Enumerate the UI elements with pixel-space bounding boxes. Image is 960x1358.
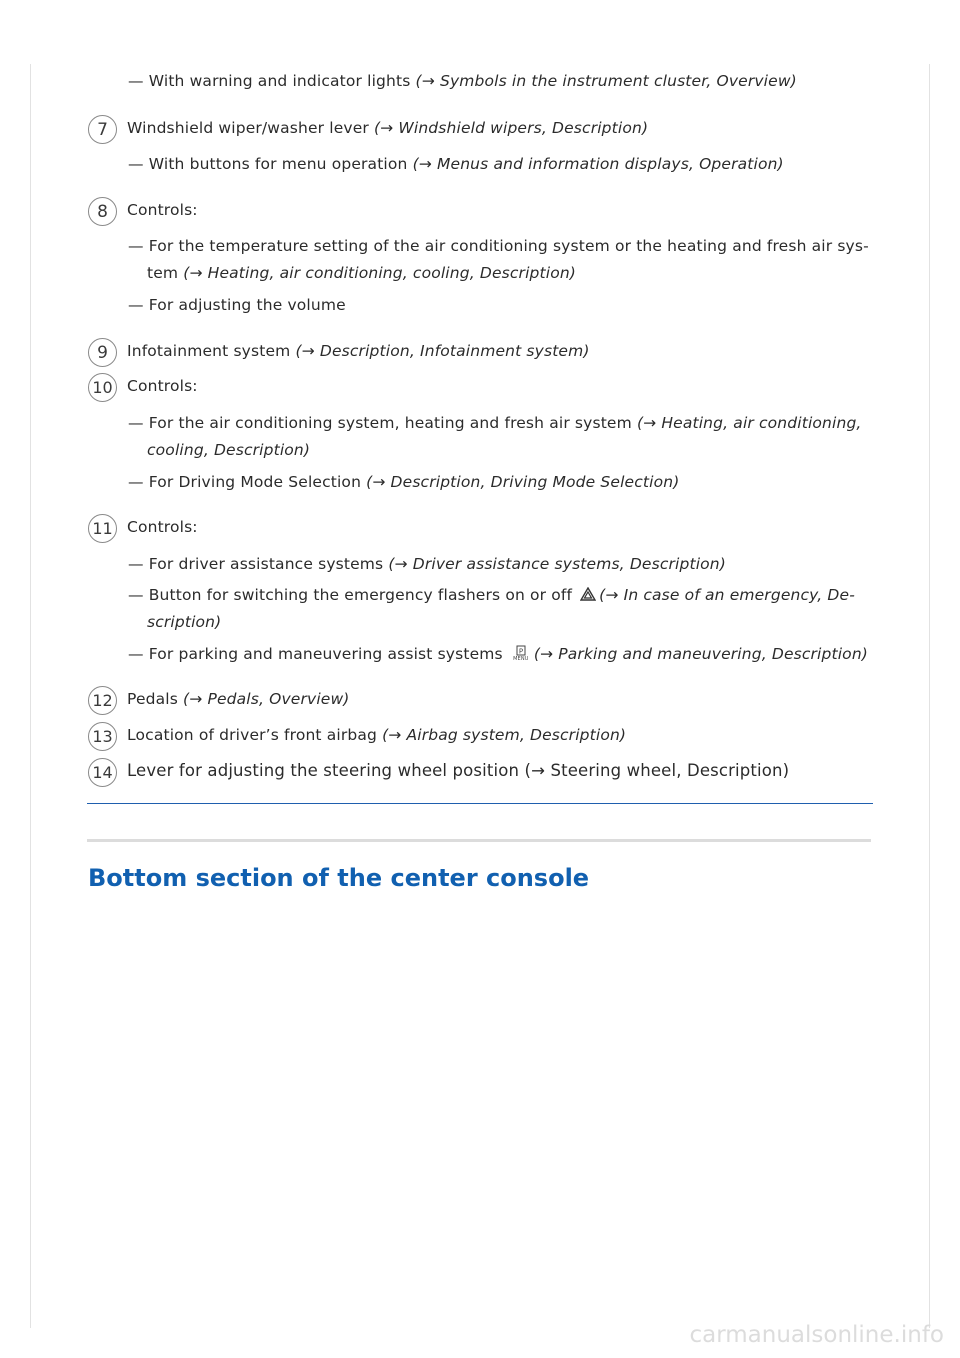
section-divider <box>87 803 873 804</box>
legend-line <box>128 235 869 257</box>
legend-line <box>147 611 221 633</box>
line-text: Controls: <box>127 518 198 536</box>
legend-number: 9 <box>88 338 117 367</box>
line-text: — With warning and indicator lights <box>128 72 416 90</box>
line-text: — For driver assistance systems <box>128 555 389 573</box>
legend-line <box>127 199 198 221</box>
line-text: — For adjusting the volume <box>128 296 346 314</box>
legend-number: 7 <box>88 115 117 144</box>
cross-reference[interactable]: (→ Heating, air conditioning, <box>636 414 862 432</box>
legend-line <box>128 584 855 607</box>
cross-reference[interactable]: (→ Symbols in the instrument cluster, Overview) <box>415 72 797 90</box>
line-text: — Button for switching the emergency flashers on or off <box>128 586 578 604</box>
legend-line <box>127 760 789 782</box>
legend-line <box>128 70 797 92</box>
legend-number: 14 <box>88 758 117 787</box>
legend-number: 8 <box>88 197 117 226</box>
cross-reference-continued[interactable]: scription) <box>147 613 222 631</box>
legend-line <box>127 375 198 397</box>
line-text: — For the air conditioning system, heating and fresh air system <box>128 414 637 432</box>
legend-line <box>127 340 590 362</box>
svg-text:P: P <box>518 647 524 655</box>
line-text: Location of driver’s front airbag <box>127 726 383 744</box>
cross-reference[interactable]: (→ Pedals, Overview) <box>183 690 350 708</box>
legend-line <box>147 262 576 284</box>
section-heading: Bottom section of the center console <box>88 864 590 892</box>
line-text: Controls: <box>127 201 198 219</box>
legend-number: 11 <box>88 514 117 543</box>
legend-line <box>128 643 868 665</box>
legend-line <box>128 471 679 493</box>
line-text: — For the temperature setting of the air conditioning system or the heating and fresh air sys- <box>128 237 869 255</box>
cross-reference[interactable]: (→ Driver assistance systems, Description) <box>388 555 726 573</box>
legend-line <box>127 516 198 538</box>
parking-menu-icon-label: MENU <box>513 655 529 662</box>
legend-line <box>128 412 862 434</box>
cross-reference[interactable]: (→ Steering wheel, Description) <box>524 761 790 780</box>
line-text: — For parking and maneuvering assist systems <box>128 645 508 663</box>
watermark: carmanualsonline.info <box>689 1322 944 1348</box>
legend-line <box>128 553 726 575</box>
cross-reference[interactable]: (→ Description, Driving Mode Selection) <box>366 473 680 491</box>
line-text: Windshield wiper/washer lever <box>127 119 374 137</box>
line-text: tem <box>147 264 184 282</box>
legend-line <box>128 294 346 316</box>
heading-rule <box>87 839 871 842</box>
line-text: Infotainment system <box>127 342 296 360</box>
page-border-right <box>929 64 930 1328</box>
cross-reference[interactable]: (→ Heating, air conditioning, cooling, Description) <box>183 264 576 282</box>
cross-reference[interactable]: (→ In case of an emergency, De- <box>599 586 855 604</box>
legend-line <box>128 153 784 175</box>
line-text: — For Driving Mode Selection <box>128 473 367 491</box>
legend-line <box>127 688 349 710</box>
legend-number: 13 <box>88 722 117 751</box>
parking-menu-icon <box>511 645 531 665</box>
cross-reference[interactable]: (→ Parking and maneuvering, Description) <box>533 645 868 663</box>
legend-line <box>127 724 626 746</box>
cross-reference[interactable]: (→ Windshield wipers, Description) <box>373 119 649 137</box>
line-text: Lever for adjusting the steering wheel position <box>127 761 525 780</box>
legend-number: 12 <box>88 686 117 715</box>
cross-reference[interactable]: (→ Airbag system, Description) <box>382 726 627 744</box>
legend-line <box>147 439 310 461</box>
legend-number: 10 <box>88 373 117 402</box>
line-text: Pedals <box>127 690 184 708</box>
legend-line <box>127 117 648 139</box>
cross-reference-continued[interactable]: cooling, Description) <box>147 441 311 459</box>
line-text: — With buttons for menu operation <box>128 155 413 173</box>
page-border-left <box>30 64 31 1328</box>
hazard-triangle-icon <box>580 585 596 607</box>
cross-reference[interactable]: (→ Menus and information displays, Operation) <box>412 155 784 173</box>
line-text: Controls: <box>127 377 198 395</box>
cross-reference[interactable]: (→ Description, Infotainment system) <box>295 342 590 360</box>
